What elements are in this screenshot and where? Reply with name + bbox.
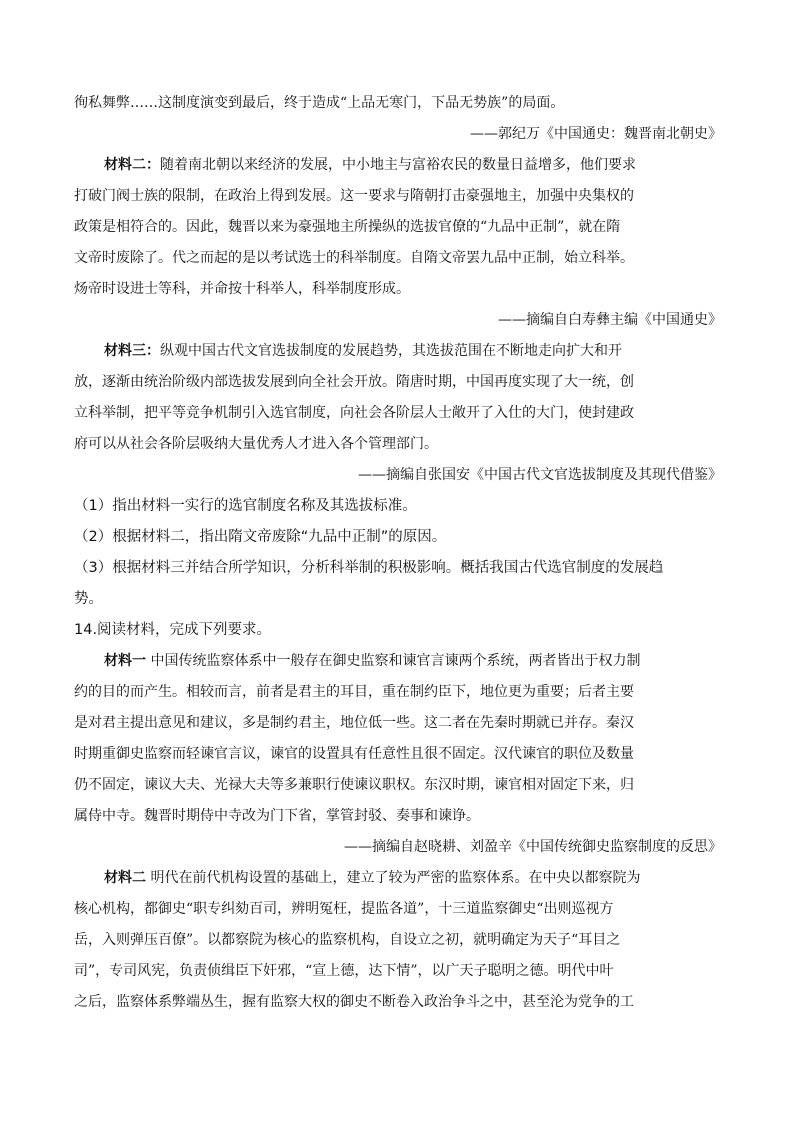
text-line: 仍不固定，谏议大夫、光禄大夫等多兼职行使谏议职权。东汉时期，谏官相对固定下来，归 [74, 777, 634, 793]
text-line: 明代在前代机构设置的基础上，建立了较为严密的监察体系。在中央以都察院为 [150, 870, 641, 886]
question-3: （3）根据材料三并结合所学知识，分析科举制的积极影响。概括我国古代选官制度的发展趋 [74, 560, 664, 576]
text-line: 核心机构，都御史“职专纠劾百司，辨明冤枉，提监各道”，十三道监察御史“出则巡视方 [74, 901, 614, 917]
question-3-continued: 势。 [74, 591, 103, 607]
text-line: 打破门阀士族的限制，在政治上得到发展。这一要求与隋朝打击豪强地主，加强中央集权的 [74, 188, 634, 204]
text-line: 随着南北朝以来经济的发展，中小地主与富裕农民的数量日益增多，他们要求 [160, 157, 636, 173]
text-line: 约的目的而产生。相较而言，前者是君主的耳目，重在制约臣下，地位更为重要；后者主要 [74, 684, 634, 700]
question-14-heading: 14.阅读材料，完成下列要求。 [74, 622, 272, 638]
material-paragraph [74, 336, 722, 367]
text-line: 之后，监察体系弊端丛生，握有监察大权的御史不断卷入政治争斗之中，甚至沦为党争的工 [74, 994, 634, 1010]
text-line: 府可以从社会各阶层吸纳大量优秀人才进入各个管理部门。 [74, 436, 438, 452]
question-1: （1）指出材料一实行的选官制度名称及其选拔标准。 [74, 498, 417, 514]
text-line: 政策是相符合的。因此，魏晋以来为豪强地主所操纵的选拔官僚的“九品中正制”，就在隋 [74, 219, 621, 235]
material-label: 材料二： [104, 157, 160, 173]
source-citation: ——郭纪万《中国通史：魏晋南北朝史》 [470, 126, 722, 142]
text-line: 放，逐渐由统治阶级内部选拔发展到向全社会开放。隋唐时期，中国再度实现了大一统，创 [74, 374, 634, 390]
document-page [74, 88, 722, 1018]
text-line: 立科举制，把平等竞争机制引入选官制度，向社会各阶层人士敞开了入仕的大门，使封建政 [74, 405, 634, 421]
material-label: 材料一 [104, 653, 146, 669]
material-paragraph [74, 863, 722, 894]
question-2: （2）根据材料二，指出隋文帝废除“九品中正制”的原因。 [74, 529, 447, 545]
source-citation: ——摘编自张国安《中国古代文官选拔制度及其现代借鉴》 [358, 467, 722, 483]
text-line: 徇私舞弊……这制度演变到最后，终于造成“上品无寒门，下品无势族”的局面。 [74, 95, 565, 111]
text-line: 岳，入则弹压百僚”。以都察院为核心的监察机构，自设立之初，就明确定为天子“耳目之 [74, 932, 621, 948]
text-line: 炀帝时设进士等科，并命按十科举人，科举制度形成。 [74, 281, 410, 297]
text-line: 属侍中寺。魏晋时期侍中寺改为门下省，掌管封驳、奏事和谏诤。 [74, 808, 480, 824]
material-paragraph [74, 646, 722, 677]
text-line: 时期重御史监察而轻谏官言议，谏官的设置具有任意性且很不固定。汉代谏官的职位及数量 [74, 746, 634, 762]
text-line: 纵观中国古代文官选拔制度的发展趋势，其选拔范围在不断地走向扩大和开 [160, 343, 622, 359]
text-line: 司”，专司风宪，负责侦缉臣下奸邪，“宣上德，达下情”，以广天子聪明之德。明代中叶 [74, 963, 614, 979]
source-citation: ——摘编自赵晓耕、刘盈辛《中国传统御史监察制度的反思》 [344, 839, 722, 855]
material-label: 材料二 [104, 870, 146, 886]
material-paragraph [74, 150, 722, 181]
text-line: 中国传统监察体系中一般存在御史监察和谏官言谏两个系统，两者皆出于权力制 [150, 653, 641, 669]
source-citation: ——摘编自白寿彝主编《中国通史》 [498, 312, 722, 328]
material-label: 材料三： [104, 343, 160, 359]
text-line: 是对君主提出意见和建议，多是制约君主，地位低一些。这二者在先秦时期就已并存。秦汉 [74, 715, 634, 731]
text-line: 文帝时废除了。代之而起的是以考试选士的科举制度。自隋文帝罢九品中正制，始立科举。 [74, 250, 634, 266]
